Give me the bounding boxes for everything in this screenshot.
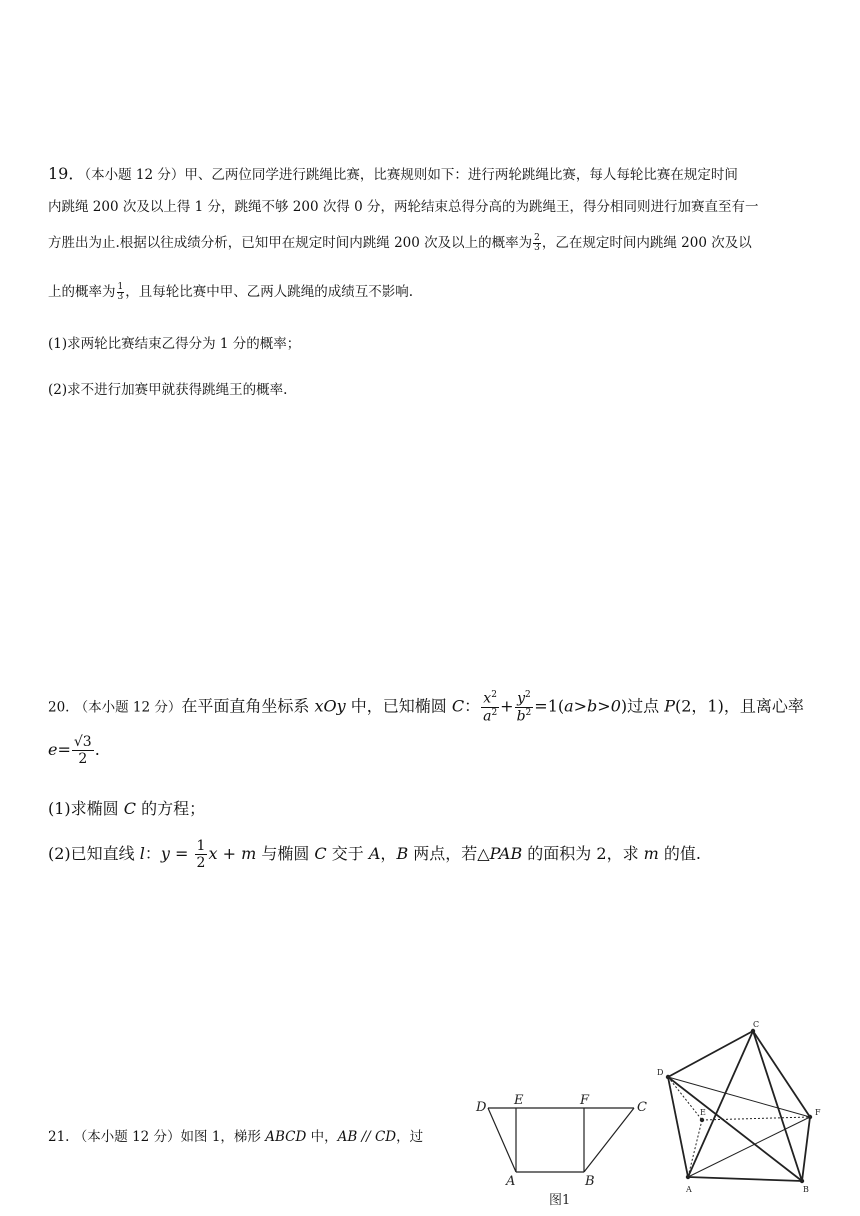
edge-DA bbox=[488, 1108, 516, 1172]
label-F: F bbox=[580, 1093, 590, 1108]
q19-number: 19． bbox=[48, 164, 85, 183]
q21-parallel: AB // CD bbox=[337, 1129, 397, 1145]
fraction-denominator: 3 bbox=[117, 292, 124, 302]
label-F: F bbox=[815, 1108, 821, 1117]
q20-part2-eq: = bbox=[169, 844, 194, 863]
q20-ellipse-C: C bbox=[451, 696, 465, 716]
vertex-A bbox=[686, 1175, 690, 1179]
fraction-denominator: 2 bbox=[196, 855, 206, 871]
q20-line-1 bbox=[48, 690, 804, 724]
q19-line-2 bbox=[48, 195, 759, 215]
q20-equals: = bbox=[57, 740, 71, 759]
q20-line-2 bbox=[48, 734, 100, 767]
q20-eq-rest: =1( bbox=[534, 696, 565, 716]
q20-part2-d: 两点，若△ bbox=[408, 844, 490, 863]
figure-1-trapezoid bbox=[470, 1090, 660, 1210]
fraction-numerator: 1 bbox=[117, 282, 124, 292]
q20-part2-A: A bbox=[368, 844, 381, 863]
q21-text-2: 中， bbox=[306, 1129, 338, 1145]
q20-part1-C: C bbox=[123, 799, 137, 818]
q20-e: e bbox=[48, 740, 58, 759]
q19-text-4a: 上的概率为 bbox=[48, 284, 116, 300]
figure-1-caption: 图1 bbox=[549, 1193, 571, 1208]
vertex-E bbox=[700, 1118, 704, 1122]
var-x: x bbox=[483, 690, 492, 707]
label-D: D bbox=[657, 1068, 664, 1077]
q20-dot: . bbox=[94, 740, 100, 759]
q19-fraction-one-third bbox=[117, 283, 125, 302]
label-A: A bbox=[686, 1185, 692, 1194]
edge-DA bbox=[668, 1077, 688, 1177]
q19-text-3b: ，乙在规定时间内跳绳 200 次及以 bbox=[541, 235, 752, 251]
q20-part-1 bbox=[48, 796, 205, 819]
vertex-F bbox=[808, 1115, 812, 1119]
q20-part2-PAB: PAB bbox=[489, 844, 523, 863]
q19-line-3 bbox=[48, 231, 752, 253]
edge-CB bbox=[753, 1031, 802, 1181]
q20-fraction-y2-b2: $\frac{y^2}{b^2}$ bbox=[516, 690, 532, 725]
q20-intro-2: 中，已知椭圆 bbox=[345, 696, 452, 716]
fraction-denominator: 3 bbox=[534, 243, 540, 253]
q20-part2-l: l bbox=[139, 844, 145, 863]
q20-xoy: xOy bbox=[314, 696, 346, 716]
edge-AB bbox=[688, 1177, 802, 1181]
q19-part-2: (2)求不进行加赛甲就获得跳绳王的概率. bbox=[48, 382, 288, 398]
q20-part2-m2: m bbox=[643, 844, 659, 863]
var-y: y bbox=[517, 690, 526, 707]
q20-part2-m: m bbox=[241, 844, 257, 863]
edge-EF-hidden bbox=[702, 1117, 810, 1120]
q20-point-coords: (2，1)，且离心率 bbox=[675, 696, 804, 716]
q20-part-2 bbox=[48, 838, 701, 871]
q20-fraction-half bbox=[195, 838, 208, 871]
q20-header: （本小题 12 分） bbox=[74, 699, 182, 716]
label-B: B bbox=[585, 1174, 595, 1189]
q20-part2-comma: ， bbox=[380, 844, 397, 863]
q20-after-condition: )过点 bbox=[620, 696, 665, 716]
vertex-C bbox=[751, 1029, 755, 1033]
q19-part-1: (1)求两轮比赛结束乙得分为 1 分的概率； bbox=[48, 336, 301, 352]
label-A: A bbox=[506, 1174, 516, 1189]
q20-part2-a: (2)已知直线 bbox=[48, 844, 140, 863]
edge-CF bbox=[753, 1031, 810, 1117]
var-b: b bbox=[516, 708, 526, 725]
q20-part2-C: C bbox=[314, 844, 327, 863]
q20-part2-b: 与椭圆 bbox=[256, 844, 315, 863]
q20-part2-c: 交于 bbox=[326, 844, 369, 863]
q20-part1-b: 的方程； bbox=[136, 799, 206, 818]
fraction-numerator: √3 bbox=[73, 734, 92, 750]
q20-part2-e: 的面积为 2，求 bbox=[522, 844, 644, 863]
label-C: C bbox=[753, 1020, 760, 1029]
q19-header: （本小题 12 分） bbox=[84, 167, 185, 183]
q20-plus: + bbox=[500, 696, 514, 716]
q19-text-4b: ，且每轮比赛中甲、乙两人跳绳的成绩互不影响. bbox=[125, 284, 414, 300]
label-C: C bbox=[637, 1100, 647, 1115]
q19-fraction-two-thirds bbox=[533, 234, 541, 253]
fraction-numerator: 2 bbox=[534, 233, 540, 243]
vertex-B bbox=[800, 1179, 804, 1183]
q20-number: 20. bbox=[48, 699, 70, 716]
q21-ABCD: ABCD bbox=[265, 1129, 307, 1145]
q21-header: （本小题 12 分） bbox=[73, 1129, 181, 1145]
q20-condition: a>b>0 bbox=[564, 696, 621, 716]
q19-line-4 bbox=[48, 280, 413, 302]
q20-part2-y: y bbox=[160, 844, 170, 863]
q20-part2-plus: + bbox=[217, 844, 242, 863]
label-E: E bbox=[514, 1093, 524, 1108]
q20-intro-1: 在平面直角坐标系 bbox=[181, 696, 315, 716]
q20-colon: ： bbox=[464, 696, 481, 716]
edge-CD bbox=[668, 1031, 753, 1077]
var-a: a bbox=[483, 708, 492, 725]
q21-text-3: ，过 bbox=[396, 1129, 424, 1145]
label-D: D bbox=[476, 1100, 487, 1115]
edge-CB bbox=[584, 1108, 634, 1172]
q20-fraction-x2-a2: $\frac{x^2}{a^2}$ bbox=[483, 690, 498, 725]
edge-DB bbox=[668, 1077, 802, 1181]
figure-2-solid bbox=[650, 1015, 830, 1200]
label-E: E bbox=[700, 1108, 706, 1117]
label-B: B bbox=[803, 1185, 809, 1194]
q20-fraction-sqrt3-over-2 bbox=[72, 734, 94, 767]
q20-part2-colon: ： bbox=[144, 844, 161, 863]
edge-CA bbox=[688, 1031, 753, 1177]
q20-part2-f: 的值. bbox=[658, 844, 702, 863]
q20-part2-B: B bbox=[396, 844, 409, 863]
q21-number: 21. bbox=[48, 1129, 70, 1145]
edge-FB bbox=[802, 1117, 810, 1181]
q19-text-1: 甲、乙两位同学进行跳绳比赛，比赛规则如下：进行两轮跳绳比赛，每人每轮比赛在规定时间 bbox=[184, 167, 738, 183]
fraction-numerator: 1 bbox=[196, 838, 206, 854]
edge-DF bbox=[668, 1077, 810, 1117]
q20-part1-a: (1)求椭圆 bbox=[48, 799, 124, 818]
q21-line-1 bbox=[48, 1125, 423, 1145]
q20-point-P: P bbox=[664, 696, 675, 716]
q19-text-3a: 方胜出为止.根据以往成绩分析，已知甲在规定时间内跳绳 200 次及以上的概率为 bbox=[48, 235, 533, 251]
fraction-denominator: 2 bbox=[72, 750, 94, 767]
q20-part2-x: x bbox=[208, 844, 218, 863]
q21-text-1: 如图 1，梯形 bbox=[180, 1129, 266, 1145]
vertex-D bbox=[666, 1075, 670, 1079]
q19-text-2: 内跳绳 200 次及以上得 1 分，跳绳不够 200 次得 0 分，两轮结束总得分高的为跳绳王，得分相同则进行加赛直至有一 bbox=[48, 199, 759, 215]
q19-line-1 bbox=[48, 161, 738, 184]
